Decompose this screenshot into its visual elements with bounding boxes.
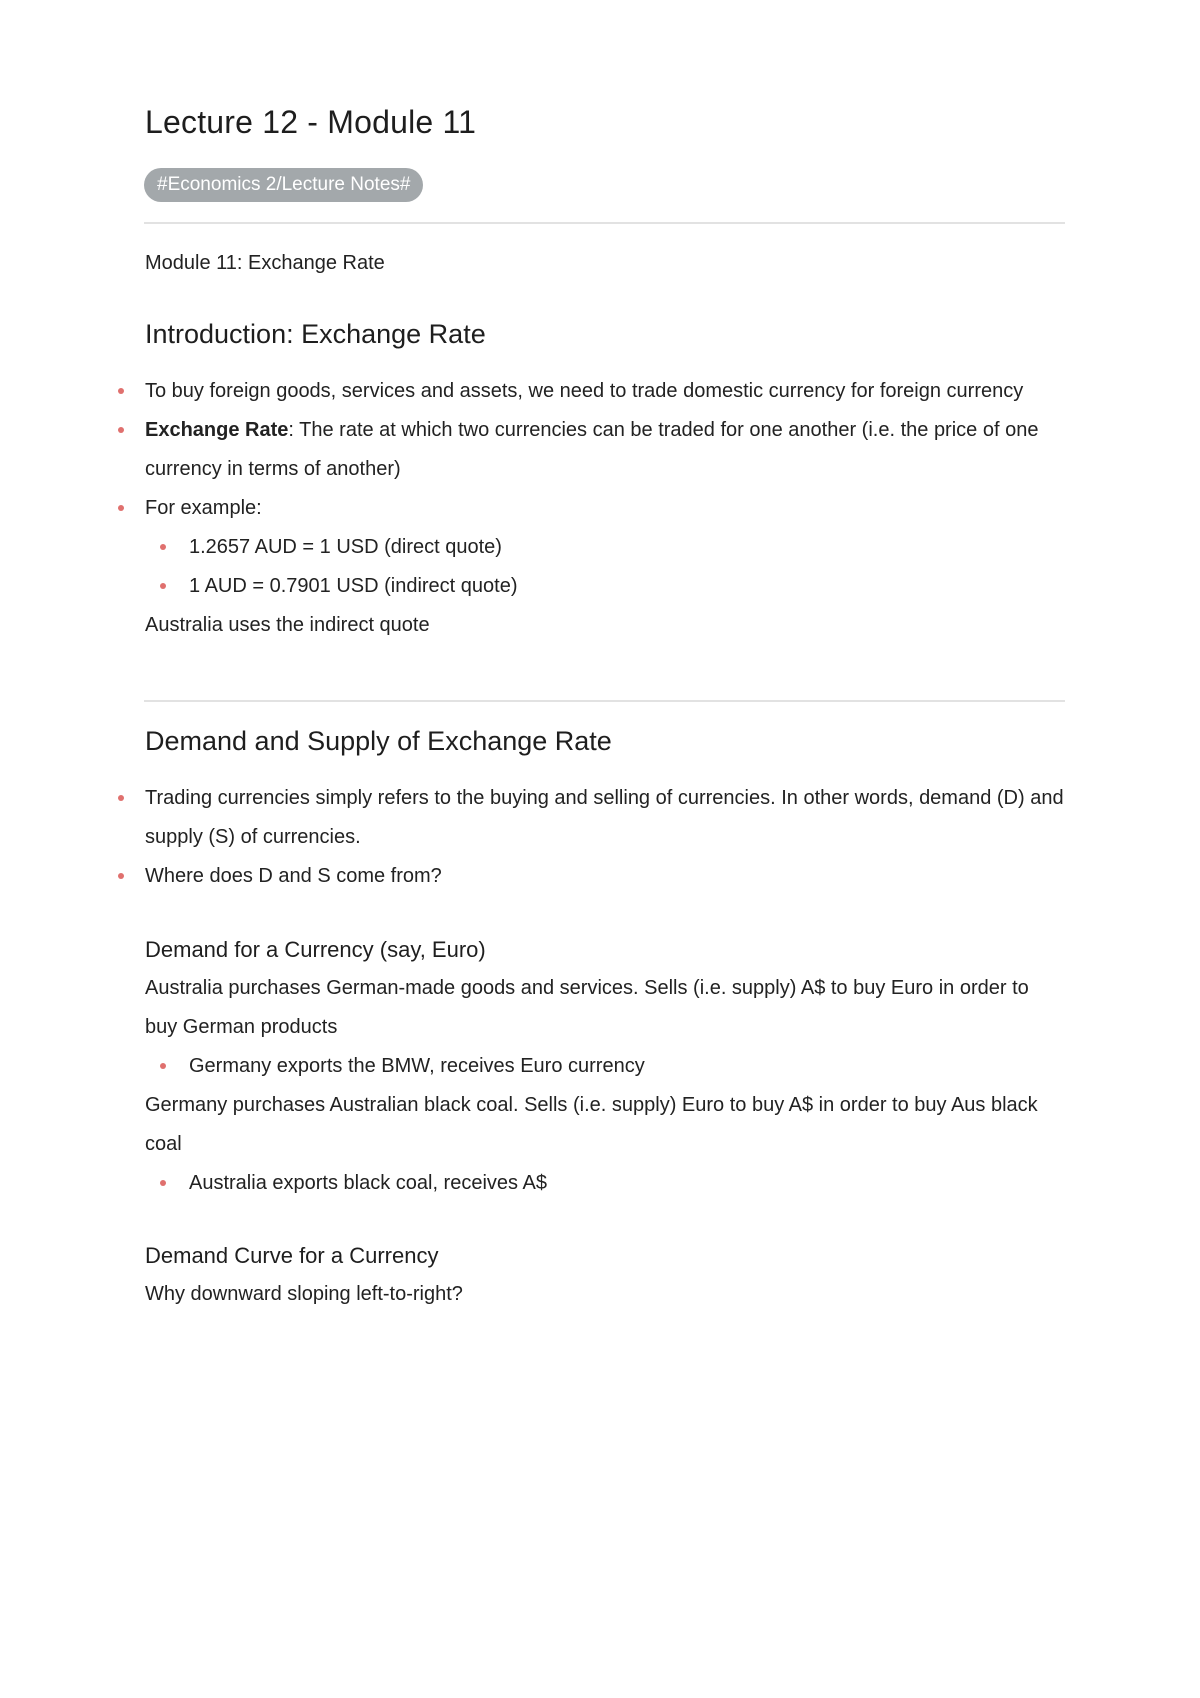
- list-item: Trading currencies simply refers to the buying and selling of currencies. In other words, demand (D) and supply (S) of currencies.: [145, 779, 1065, 857]
- list-item: Germany exports the BMW, receives Euro currency: [145, 1047, 1065, 1086]
- list-item: 1.2657 AUD = 1 USD (direct quote): [145, 528, 1065, 567]
- note-text: Australia uses the indirect quote: [145, 614, 430, 636]
- divider: [144, 700, 1065, 702]
- demand-supply-list: [145, 779, 1065, 896]
- intro-list: [145, 372, 1065, 606]
- demand-currency-list-1: [145, 1047, 1065, 1086]
- list-item: Where does D and S come from?: [145, 857, 1065, 896]
- list-item: [145, 411, 1065, 489]
- term-exchange-rate: Exchange Rate: [145, 419, 289, 441]
- list-item: 1 AUD = 0.7901 USD (indirect quote): [145, 567, 1065, 606]
- list-item: Australia exports black coal, receives A$: [145, 1164, 1065, 1203]
- divider: [144, 222, 1065, 224]
- demand-currency-list-2: [145, 1164, 1065, 1203]
- paragraph: Germany purchases Australian black coal. Sells (i.e. supply) Euro to buy A$ in order to buy Aus black coal: [145, 1094, 1038, 1155]
- module-line: Module 11: Exchange Rate: [145, 252, 385, 274]
- definition-text: : The rate at which two currencies can be traded for one another (i.e. the price of one currency in terms of another): [145, 419, 1039, 480]
- heading-demand-supply: Demand and Supply of Exchange Rate: [145, 726, 612, 756]
- paragraph: Australia purchases German-made goods and services. Sells (i.e. supply) A$ to buy Euro in order to buy German products: [145, 977, 1029, 1038]
- heading-introduction: Introduction: Exchange Rate: [145, 319, 486, 349]
- paragraph: Why downward sloping left-to-right?: [145, 1283, 463, 1305]
- tag-badge[interactable]: #Economics 2/Lecture Notes#: [144, 168, 423, 202]
- page-title: Lecture 12 - Module 11: [145, 104, 477, 140]
- heading-demand-currency: Demand for a Currency (say, Euro): [145, 937, 486, 962]
- heading-demand-curve: Demand Curve for a Currency: [145, 1243, 439, 1268]
- document-content: [145, 100, 1065, 1314]
- list-item: To buy foreign goods, services and assets, we need to trade domestic currency for foreign currency: [145, 372, 1065, 411]
- list-item: For example:: [145, 489, 1065, 528]
